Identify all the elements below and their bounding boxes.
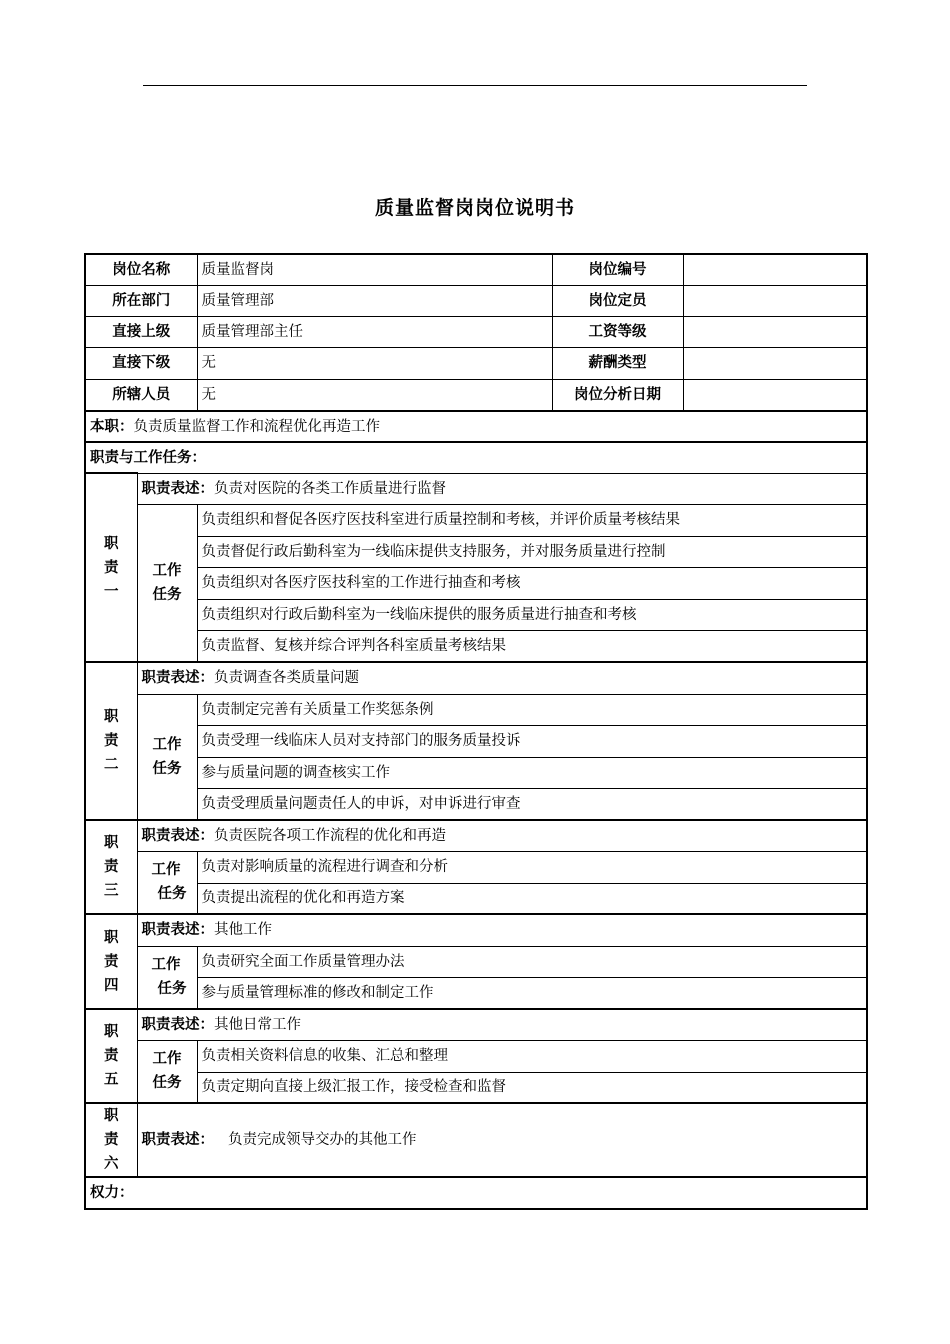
info-value-2 [683, 285, 867, 316]
info-label: 直接上级 [85, 316, 197, 347]
benzhi-value: 负责质量监督工作和流程优化再造工作 [133, 418, 380, 435]
task-row [85, 630, 867, 662]
info-value: 质量管理部 [197, 285, 552, 316]
duty-desc-text: 负责对医院的各类工作质量进行监督 [214, 480, 446, 497]
task-row [85, 946, 867, 977]
task-item: 参与质量管理标准的修改和制定工作 [197, 977, 867, 1009]
info-value-2 [683, 347, 867, 379]
task-item: 负责定期向直接上级汇报工作，接受检查和监督 [197, 1072, 867, 1103]
info-label-2: 工资等级 [552, 316, 683, 347]
duty-desc [137, 820, 867, 851]
task-item: 负责受理质量问题责任人的申诉，对申诉进行审查 [197, 788, 867, 820]
task-row [85, 725, 867, 757]
task-row [85, 883, 867, 914]
task-item: 负责组织和督促各医疗医技科室进行质量控制和考核，并评价质量考核结果 [197, 504, 867, 536]
task-item: 负责受理一线临床人员对支持部门的服务质量投诉 [197, 725, 867, 757]
duty-name: 职 责 四 [85, 914, 137, 1009]
info-label: 所辖人员 [85, 379, 197, 411]
duty-desc [137, 473, 867, 504]
task-label: 工作 任务 [137, 1040, 197, 1103]
duty-desc-text: 其他日常工作 [214, 1016, 301, 1033]
task-row [85, 851, 867, 883]
duty-desc [137, 662, 867, 694]
benzhi-row [85, 411, 867, 442]
duty-desc-label: 职责表述： [141, 670, 214, 687]
power-label: 权力： [85, 1177, 867, 1209]
task-item: 负责监督、复核并综合评判各科室质量考核结果 [197, 630, 867, 662]
task-item: 负责提出流程的优化和再造方案 [197, 883, 867, 914]
info-value: 无 [197, 347, 552, 379]
info-row [85, 379, 867, 411]
duty-name: 职 责 三 [85, 820, 137, 914]
info-value: 质量监督岗 [197, 254, 552, 285]
task-item: 负责研究全面工作质量管理办法 [197, 946, 867, 977]
duty-desc-row [85, 473, 867, 504]
info-label-2: 岗位定员 [552, 285, 683, 316]
task-item: 参与质量问题的调查核实工作 [197, 757, 867, 788]
job-description-table [84, 253, 868, 1210]
info-value-2 [683, 254, 867, 285]
duty-desc-text: 负责调查各类质量问题 [214, 670, 359, 687]
benzhi-cell [85, 411, 867, 442]
benzhi-label: 本职： [90, 418, 134, 435]
info-label: 所在部门 [85, 285, 197, 316]
info-label-2: 岗位编号 [552, 254, 683, 285]
task-row [85, 599, 867, 630]
duties-header-row [85, 442, 867, 473]
duty-desc-row [85, 1009, 867, 1040]
task-item: 负责制定完善有关质量工作奖惩条例 [197, 694, 867, 725]
info-row [85, 347, 867, 379]
task-item: 负责相关资料信息的收集、汇总和整理 [197, 1040, 867, 1072]
duty-desc-label: 职责表述： [141, 922, 214, 939]
duty-desc-label: 职责表述： [141, 827, 214, 844]
info-label: 直接下级 [85, 347, 197, 379]
task-row [85, 536, 867, 567]
duty-desc-text: 负责医院各项工作流程的优化和再造 [214, 827, 446, 844]
duty-desc [137, 1009, 867, 1040]
task-item: 负责督促行政后勤科室为一线临床提供支持服务，并对服务质量进行控制 [197, 536, 867, 567]
info-label: 岗位名称 [85, 254, 197, 285]
duty-name: 职 责 一 [85, 473, 137, 662]
duty-desc-row [85, 914, 867, 946]
task-label: 工作 任务 [137, 694, 197, 820]
info-label-2: 薪酬类型 [552, 347, 683, 379]
task-row [85, 788, 867, 820]
task-row [85, 694, 867, 725]
duty-name: 职 责 六 [85, 1103, 137, 1177]
task-row [85, 1072, 867, 1103]
info-row [85, 254, 867, 285]
duty-desc [137, 1103, 867, 1177]
info-label-2: 岗位分析日期 [552, 379, 683, 411]
duty-desc-row [85, 820, 867, 851]
duty-desc-text: 其他工作 [214, 922, 272, 939]
task-label: 工作 任务 [137, 946, 197, 1009]
task-item: 负责对影响质量的流程进行调查和分析 [197, 851, 867, 883]
duty-desc-row [85, 662, 867, 694]
task-row [85, 1040, 867, 1072]
duties-header: 职责与工作任务： [85, 442, 867, 473]
task-label: 工作 任务 [137, 851, 197, 914]
info-row [85, 285, 867, 316]
task-item: 负责组织对行政后勤科室为一线临床提供的服务质量进行抽查和考核 [197, 599, 867, 630]
duty-desc-label: 职责表述： [141, 1132, 214, 1148]
info-row [85, 316, 867, 347]
power-row [85, 1177, 867, 1209]
task-row [85, 567, 867, 599]
duty-desc-row [85, 1103, 867, 1177]
info-value-2 [683, 379, 867, 411]
task-row [85, 504, 867, 536]
duty-desc-text: 负责完成领导交办的其他工作 [228, 1132, 417, 1148]
task-row [85, 757, 867, 788]
task-row [85, 977, 867, 1009]
duty-desc [137, 914, 867, 946]
header-rule [143, 85, 807, 86]
info-value-2 [683, 316, 867, 347]
duty-desc-label: 职责表述： [141, 1016, 214, 1033]
duty-name: 职 责 二 [85, 662, 137, 820]
task-item: 负责组织对各医疗医技科室的工作进行抽查和考核 [197, 567, 867, 599]
duty-name: 职 责 五 [85, 1009, 137, 1103]
document-title: 质量监督岗岗位说明书 [374, 197, 575, 219]
task-label: 工作 任务 [137, 504, 197, 662]
info-value: 无 [197, 379, 552, 411]
duty-desc-label: 职责表述： [141, 480, 214, 497]
info-value: 质量管理部主任 [197, 316, 552, 347]
